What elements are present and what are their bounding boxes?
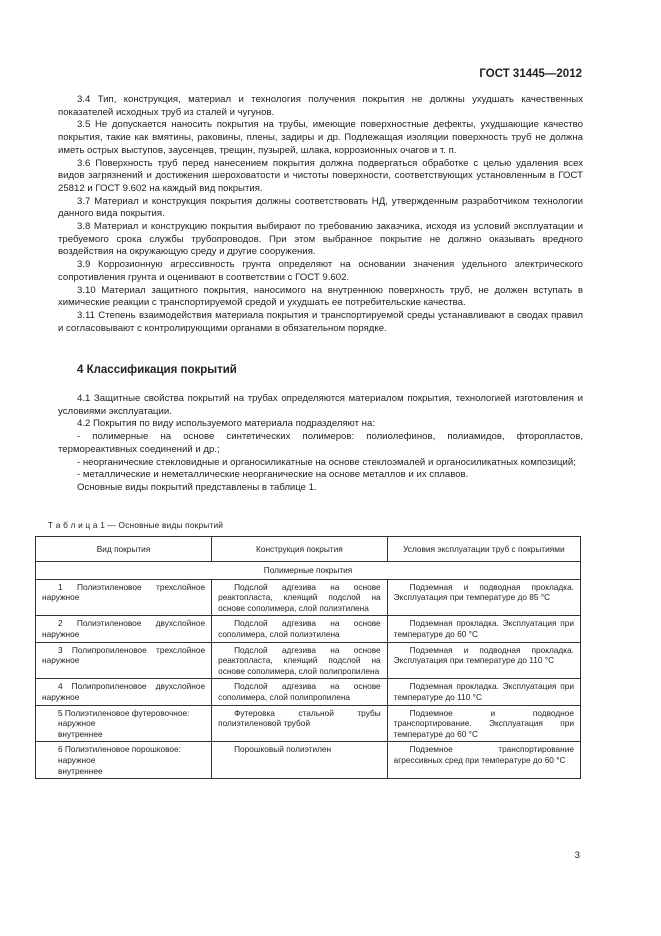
cell-construction: Подслой адгезива на основе сополимера, слой полипропилена xyxy=(212,679,388,705)
cell-conditions: Подземная и подводная прокладка. Эксплуатация при температуре до 85 °С xyxy=(387,579,580,616)
cell-construction: Порошковый полиэтилен xyxy=(212,742,388,779)
header-construction: Конструкция покрытия xyxy=(212,537,388,562)
cell-type: 4 Полипропиленовое двухслойное наружное xyxy=(36,679,212,705)
standard-header: ГОСТ 31445—2012 xyxy=(479,68,582,80)
group-label: Полимерные покрытия xyxy=(36,562,581,580)
paragraph-3-7: 3.7 Материал и конструкция покрытия должны соответствовать НД, утвержденным разработчиком технологии данного вида покрытия. xyxy=(58,195,583,220)
subtype-inner: внутреннее xyxy=(58,765,103,776)
header-coating-type: Вид покрытия xyxy=(36,537,212,562)
header-conditions: Условия эксплуатации труб с покрытиями xyxy=(387,537,580,562)
list-item-inorganic: - неорганические стекловидные и органосиликатные на основе стеклоэмалей и органосиликатных композиций; xyxy=(77,456,576,468)
paragraph-3-4: 3.4 Тип, конструкция, материал и технология получения покрытия не должны ухудшать качественных показателей исходных труб из сталей и чугунов. xyxy=(58,94,583,118)
cell-construction: Подслой адгезива на основе реактопласта, клеящий подслой на основе сополимера, слой полипропилена xyxy=(212,642,388,679)
cell-type: 3 Полипропиленовое трехслойное наружное xyxy=(36,642,212,679)
paragraph-4-1: 4.1 Защитные свойства покрытий на трубах определяются материалом покрытия, технологией изготовления и условиями эксплуатации. xyxy=(58,393,583,417)
cell-conditions: Подземная прокладка. Эксплуатация при температуре до 110 °С xyxy=(387,679,580,705)
table-row xyxy=(36,616,581,642)
table-reference: Основные виды покрытий представлены в таблице 1. xyxy=(77,481,317,493)
paragraph-3-5: 3.5 Не допускается наносить покрытия на трубы, имеющие поверхностные дефекты, ухудшающие качество покрытия, такие как вмятины, раковины, плены, задиры и др. Подлежащая изоляции поверхность труб не должна иметь острых выступов, заусенцев, трещин, пузырей, шлака, коррозионных очагов и т. п. xyxy=(58,119,583,156)
table-row xyxy=(36,642,581,679)
cell-conditions: Подземная и подводная прокладка. Эксплуатация при температуре до 110 °С xyxy=(387,642,580,679)
subtype-inner: внутреннее xyxy=(58,728,103,739)
cell-type: 1 Полиэтиленовое трехслойное наружное xyxy=(36,579,212,616)
cell-construction: Подслой адгезива на основе реактопласта, клеящий подслой на основе сополимера, слой полиэтилена xyxy=(212,579,388,616)
section-4-title: 4 Классификация покрытий xyxy=(77,364,237,376)
table-caption: Т а б л и ц а 1 — Основные виды покрытий xyxy=(48,520,224,530)
section-3-text xyxy=(58,94,583,335)
list-item-metallic: - металлические и неметаллические неорганические на основе металлов и их сплавов. xyxy=(77,469,469,481)
paragraph-4-2: 4.2 Покрытия по виду используемого материала подразделяют на: xyxy=(77,418,375,430)
table-row xyxy=(36,705,581,742)
table-row xyxy=(36,742,581,779)
paragraph-3-6: 3.6 Поверхность труб перед нанесением покрытия должна подвергаться обработке с целью удаления всех видов загрязнений и достижения шероховатости и чистоты поверхности, соответствующих установленным в ГОСТ 25812 и ГОСТ 9.602 на каждый вид покрытия. xyxy=(58,157,583,194)
cell-construction: Подслой адгезива на основе сополимера, слой полиэтилена xyxy=(212,616,388,642)
paragraph-3-11: 3.11 Степень взаимодействия материала покрытия и транспортируемой среды устанавливают в сводах правил и согласовывают с контролирующими органами в обязательном порядке. xyxy=(58,309,583,334)
paragraph-3-8: 3.8 Материал и конструкцию покрытия выбирают по требованию заказчика, исходя из условий эксплуатации и требуемого срока службы трубопроводов. При этом выбранное покрытие не должно оказывать вредного воздействия на окружающую среду и другие сооружения. xyxy=(58,221,583,258)
coatings-table xyxy=(35,536,581,779)
cell-conditions: Подземное и подводное транспортирование. Эксплуатация при температуре до 60 °С xyxy=(387,705,580,742)
subtype-outer: наружное xyxy=(58,754,96,765)
page-number: 3 xyxy=(574,850,580,861)
table-row xyxy=(36,579,581,616)
paragraph-3-9: 3.9 Коррозионную агрессивность грунта определяют на основании значения удельного электрического сопротивления грунта и оценивают в соответствии с ГОСТ 9.602. xyxy=(58,259,583,283)
table-group-row xyxy=(36,562,581,580)
cell-type: 6 Полиэтиленовое порошковое: наружное внутреннее xyxy=(36,742,212,779)
cell-type: 5 Полиэтиленовое футеровочное: наружное внутреннее xyxy=(36,705,212,742)
table-header-row xyxy=(36,537,581,562)
paragraph-3-10: 3.10 Материал защитного покрытия, наносимого на внутреннюю поверхность труб, не должен вступать в химические реакции с транспортируемой средой и ухудшать ее потребительские качества. xyxy=(58,284,583,309)
cell-type: 2 Полиэтиленовое двухслойное наружное xyxy=(36,616,212,642)
list-item-polymer: - полимерные на основе синтетических полимеров: полиолефинов, полиамидов, фторопластов, термореактивных соединений и др.; xyxy=(58,431,583,455)
section-4-text xyxy=(58,393,583,495)
cell-conditions: Подземное транспортирование агрессивных сред при температуре до 60 °С xyxy=(387,742,580,779)
table-row xyxy=(36,679,581,705)
cell-conditions: Подземная прокладка. Эксплуатация при температуре до 60 °С xyxy=(387,616,580,642)
subtype-outer: наружное xyxy=(58,718,96,729)
cell-construction: Футеровка стальной трубы полиэтиленовой трубой xyxy=(212,705,388,742)
